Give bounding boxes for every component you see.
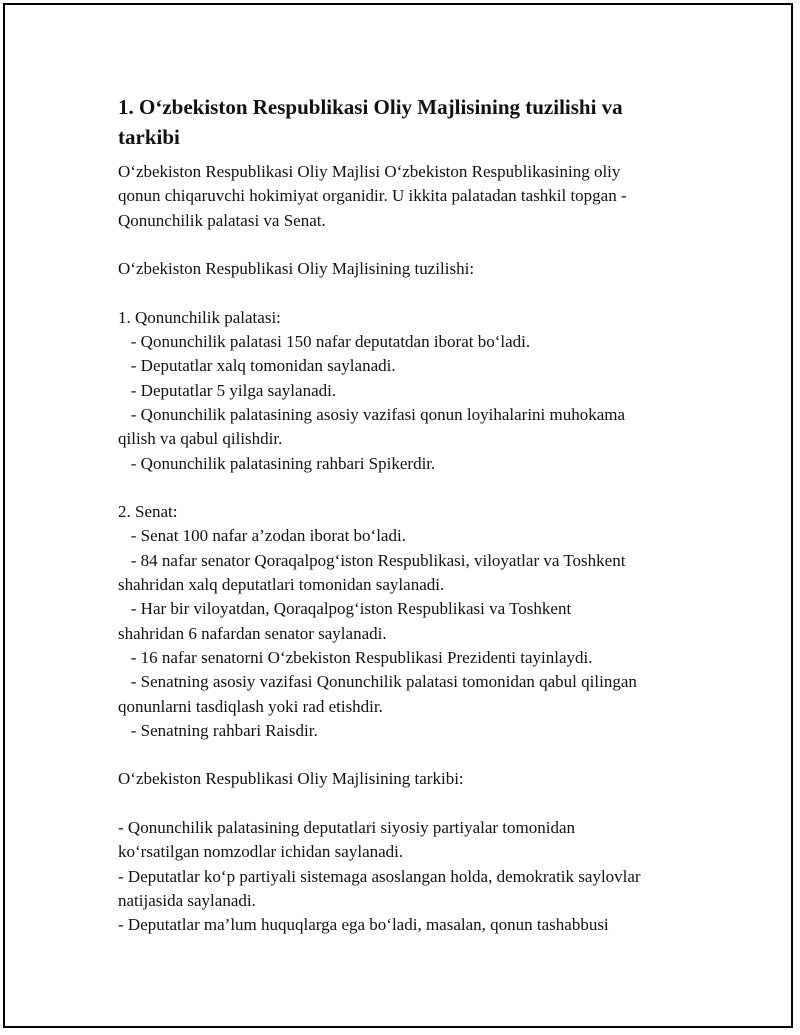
paragraph-gap xyxy=(118,233,688,257)
text-line: qonunlarni tasdiqlash yoki rad etishdir. xyxy=(118,696,383,716)
text-line: qilish va qabul qilishdir. xyxy=(118,429,283,449)
text-line: - 16 nafar senatorni O‘zbekiston Respublikasi Prezidenti tayinlaydi. xyxy=(118,647,593,667)
text-line: - Senat 100 nafar a’zodan iborat bo‘ladi. xyxy=(118,526,406,546)
composition-title xyxy=(118,767,688,791)
text-line: O‘zbekiston Respublikasi Oliy Majlisining tuzilishi: xyxy=(118,259,475,279)
text-line: - Senatning asosiy vazifasi Qonunchilik palatasi tomonidan qabul qilingan xyxy=(118,672,637,692)
paragraph-gap xyxy=(118,792,688,816)
text-line: O‘zbekiston Respublikasi Oliy Majlisi O‘zbekiston Respublikasining oliy xyxy=(118,162,621,181)
text-line: - 84 nafar senator Qoraqalpog‘iston Respublikasi, viloyatlar va Toshkent xyxy=(118,550,626,570)
text-line: 2. Senat: xyxy=(118,502,178,522)
paragraph-gap xyxy=(118,281,688,305)
heading-line: 1. O‘zbekiston Respublikasi Oliy Majlisining tuzilishi va xyxy=(118,95,623,119)
text-line: O‘zbekiston Respublikasi Oliy Majlisining tarkibi: xyxy=(118,769,464,789)
text-line: - Qonunchilik palatasining deputatlari siyosiy partiyalar tomonidan xyxy=(118,818,576,838)
paragraph-gap xyxy=(118,476,688,500)
text-line: ko‘rsatilgan nomzodlar ichidan saylanadi. xyxy=(118,842,404,862)
section-legislative-chamber xyxy=(118,306,688,476)
heading-line: tarkibi xyxy=(118,125,180,149)
text-line: - Qonunchilik palatasining rahbari Spikerdir. xyxy=(118,453,436,473)
text-line: - Qonunchilik palatasi 150 nafar deputatdan iborat bo‘ladi. xyxy=(118,332,531,352)
text-line: - Deputatlar 5 yilga saylanadi. xyxy=(118,380,337,400)
structure-title xyxy=(118,257,688,281)
document-body xyxy=(118,92,688,938)
text-line: Qonunchilik palatasi va Senat. xyxy=(118,210,326,230)
text-line: - Deputatlar ma’lum huquqlarga ega bo‘ladi, masalan, qonun tashabbusi xyxy=(118,915,609,935)
intro-paragraph xyxy=(118,160,688,233)
text-line: qonun chiqaruvchi hokimiyat organidir. U ikkita palatadan tashkil topgan - xyxy=(118,186,627,206)
text-line: - Senatning rahbari Raisdir. xyxy=(118,720,318,740)
text-line: - Qonunchilik palatasining asosiy vazifasi qonun loyihalarini muhokama xyxy=(118,404,626,424)
text-line: shahridan xalq deputatlari tomonidan saylanadi. xyxy=(118,575,445,595)
composition-list xyxy=(118,816,688,937)
document-heading xyxy=(118,92,688,152)
text-line: - Deputatlar xalq tomonidan saylanadi. xyxy=(118,356,396,376)
section-senate xyxy=(118,500,688,743)
text-line: - Har bir viloyatdan, Qoraqalpog‘iston Respublikasi va Toshkent xyxy=(118,599,572,619)
text-line: - Deputatlar ko‘p partiyali sistemaga asoslangan holda, demokratik saylovlar xyxy=(118,866,641,886)
text-line: 1. Qonunchilik palatasi: xyxy=(118,307,281,327)
paragraph-gap xyxy=(118,743,688,767)
text-line: natijasida saylanadi. xyxy=(118,890,256,910)
text-line: shahridan 6 nafardan senator saylanadi. xyxy=(118,623,387,643)
